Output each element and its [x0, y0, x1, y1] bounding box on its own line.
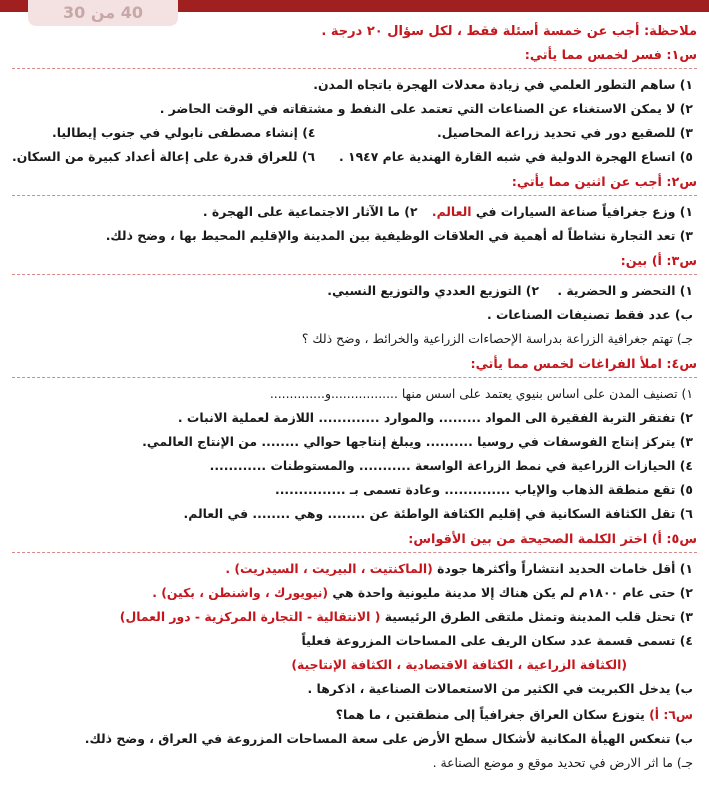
question-6-part-b: ب) تنعكس الهيأة المكانية لأشكال سطح الأرض على سعة المساحات المزروعة في العراق ، وضح ذلك. — [84, 731, 693, 746]
exam-sheet — [12, 18, 697, 775]
page-counter-tab: 40 من 30 — [28, 0, 178, 26]
question-5-item-3-options: ( الانتقالية - التجارة المركزية - دور العمال) — [119, 609, 381, 624]
question-3-part-b: ب) عدد فقط تصنيفات الصناعات . — [486, 307, 693, 322]
question-5-item-2-options: (نيويورك ، واشنطن ، بكين) . — [152, 585, 329, 600]
question-6-part-a: يتوزع سكان العراق جغرافياً إلى منطقتين ، ما هما؟ — [335, 707, 645, 722]
question-2-item-3: ٣) تعد التجارة نشاطاً له أهمية في العلاقات الوظيفية بين المدينة والإقليم المحيط بها ، وضح ذلك. — [105, 228, 693, 243]
question-1-row-3-4 — [12, 121, 697, 145]
question-5-item-1-options: (الماكنتيت ، البيريت ، السيدريت) . — [225, 561, 433, 576]
question-3-row-1-2 — [12, 279, 697, 303]
question-6-part-c: جـ) ما اثر الارض في تحديد موقع و موضع الصناعة . — [432, 755, 693, 770]
question-5-heading: س٥: أ) اختر الكلمة الصحيحة من بين الأقواس: — [12, 526, 697, 553]
question-3-heading: س٣: أ) بين: — [12, 248, 697, 275]
question-3-item-1: ١) التحضر و الحضرية . — [557, 283, 693, 298]
question-1-item-4: ٤) إنشاء مصطفى نابولي في جنوب إيطاليا. — [52, 125, 316, 140]
question-5-item-3-text: ٣) تحتل قلب المدينة وتمثل ملتقى الطرق الرئيسية — [384, 609, 693, 624]
question-2-row-1-2 — [12, 200, 697, 224]
question-5-item-2-text: ٢) حتى عام ١٨٠٠م لم يكن هناك إلا مدينة مليونية واحدة هي — [332, 585, 693, 600]
question-2-item-1: ١) وزع جغرافياً صناعة السيارات في — [475, 204, 693, 219]
question-1-heading: س١: فسر لخمس مما يأتي: — [12, 42, 697, 69]
question-2-heading: س٢: أجب عن اثنين مما يأتي: — [12, 169, 697, 196]
question-4-item-1: ١) تصنيف المدن على اساس بنيوي يعتمد على اسس منها .................و.............. — [269, 386, 693, 401]
question-4-item-3: ٣) يتركز إنتاج الفوسفات في روسيا .......... ويبلغ إنتاجها حوالي ........ من الإنتاج العالمي. — [142, 434, 693, 449]
question-4-heading: س٤: املأ الفراغات لخمس مما يأتي: — [12, 351, 697, 378]
question-6-heading-row — [12, 701, 697, 727]
question-3-item-2: ٢) التوزيع العددي والتوزيع النسبي. — [327, 283, 540, 298]
question-2-item-2: ٢) ما الآثار الاجتماعية على الهجرة . — [202, 204, 418, 219]
question-1-item-6: ٦) للعراق قدرة على إعالة أعداد كبيرة من السكان. — [12, 149, 316, 164]
exam-note: ملاحظة: أجب عن خمسة أسئلة فقط ، لكل سؤال ٢٠ درجة . — [321, 24, 697, 39]
question-4-item-5: ٥) تقع منطقة الذهاب والإياب .............. وعادة تسمى بـ ............... — [275, 482, 693, 497]
question-1-item-3: ٣) للصقيع دور في تحديد زراعة المحاصيل. — [437, 125, 693, 140]
question-1-item-5: ٥) اتساع الهجرة الدولية في شبه القارة الهندية عام ١٩٤٧ . — [339, 149, 693, 164]
question-5-part-b: ب) يدخل الكبريت في الكثير من الاستعمالات الصناعية ، اذكرها . — [307, 681, 693, 696]
question-4-item-6: ٦) تقل الكثافة السكانية في إقليم الكثافة الواطئة عن ........ وهي ........ في العالم. — [183, 506, 693, 521]
question-2-item-1-highlight: العالم. — [431, 204, 472, 219]
question-4-item-4: ٤) الحيازات الزراعية في نمط الزراعة الواسعة ........... والمستوطنات ............ — [209, 458, 693, 473]
question-5-item-1 — [12, 557, 697, 581]
question-1-item-1: ١) ساهم التطور العلمي في زيادة معدلات الهجرة باتجاه المدن. — [313, 77, 693, 92]
question-5-item-4-options: (الكثافة الزراعية ، الكثافة الاقتصادية ، الكثافة الإنتاجية) — [291, 657, 627, 672]
question-3-part-c: جـ) تهتم جغرافية الزراعة بدراسة الإحصاءات الزراعية والخرائط ، وضح ذلك ؟ — [301, 331, 693, 346]
question-5-item-3 — [12, 605, 697, 629]
question-5-item-2 — [12, 581, 697, 605]
question-1-item-2: ٢) لا يمكن الاستغناء عن الصناعات التي تعتمد على النفط و مشتقاته في الوقت الحاضر . — [159, 101, 693, 116]
question-1-row-5-6 — [12, 145, 697, 169]
question-5-item-4-text: ٤) تسمى قسمة عدد سكان الريف على المساحات المزروعة فعلياً — [301, 633, 693, 648]
question-4-item-2: ٢) تفتقر التربة الفقيرة الى المواد ......... والموارد ............. اللازمة لعملية الانبات . — [177, 410, 693, 425]
question-5-item-1-text: ١) أقل خامات الحديد انتشاراً وأكثرها جودة — [437, 561, 693, 576]
question-6-heading: س٦: أ) — [649, 707, 693, 722]
